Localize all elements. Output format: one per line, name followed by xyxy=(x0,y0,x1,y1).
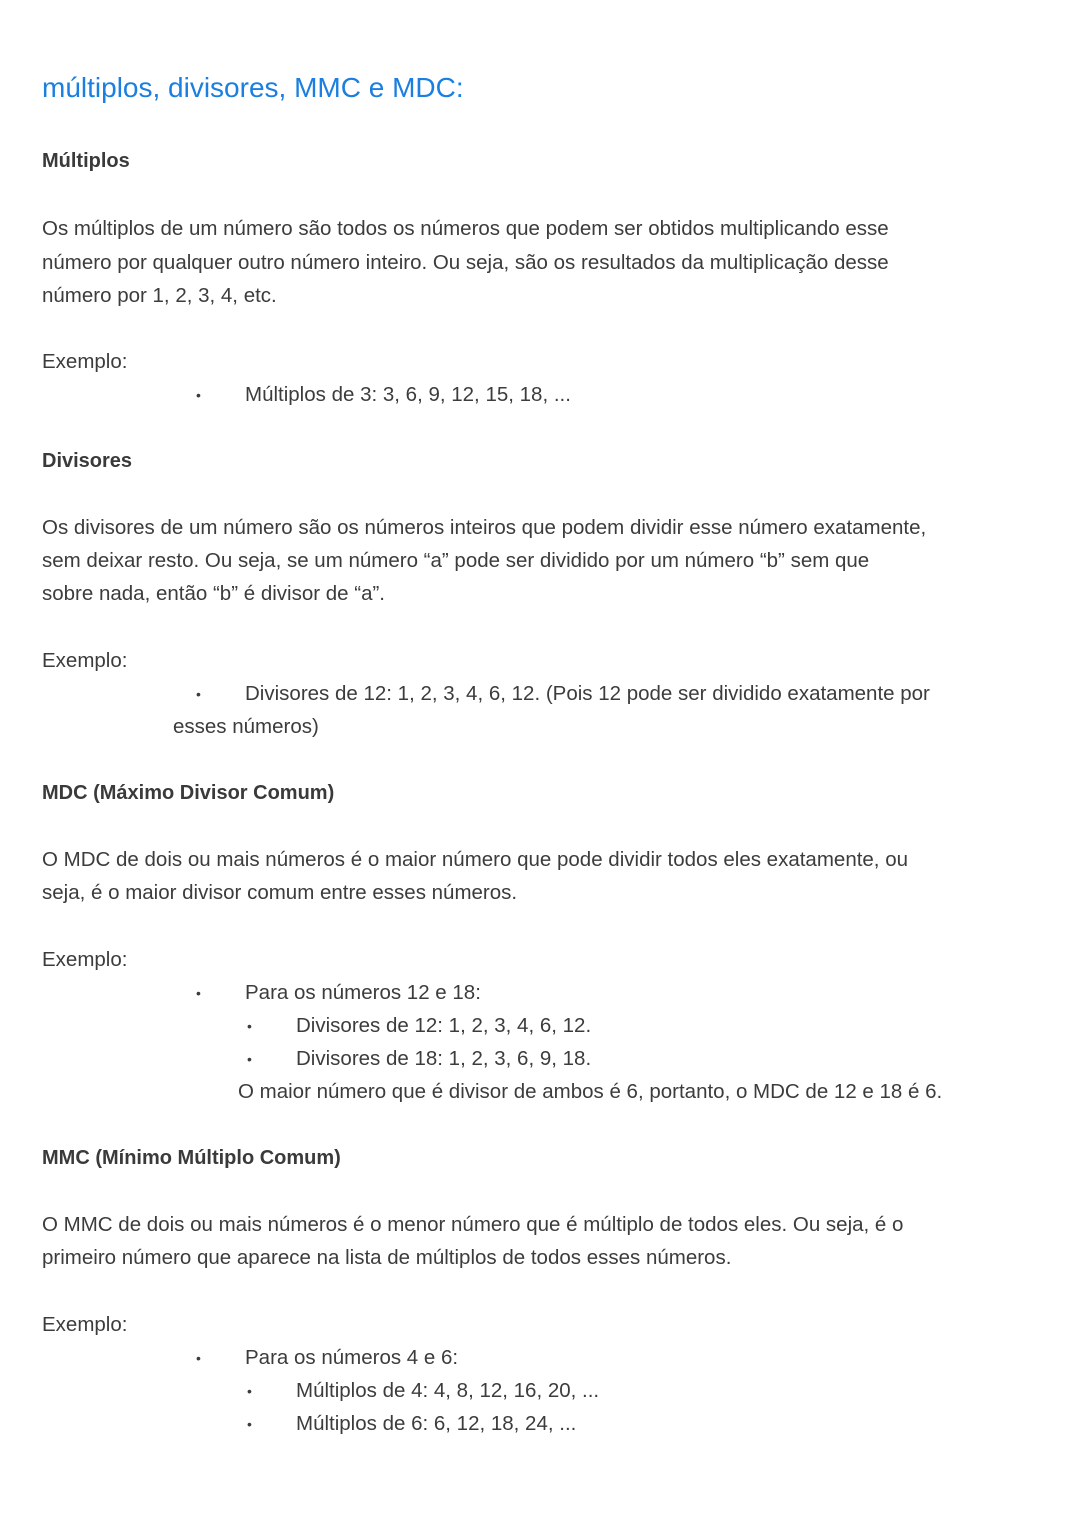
heading-multiplos: Múltiplos xyxy=(42,150,130,172)
paragraph-line: sobre nada, então “b” é divisor de “a”. xyxy=(42,582,385,605)
example-label: Exemplo: xyxy=(42,649,128,672)
bullet-icon: • xyxy=(247,1051,252,1067)
bullet-icon: • xyxy=(196,686,201,702)
bullet-icon: • xyxy=(247,1416,252,1432)
list-item: Múltiplos de 3: 3, 6, 9, 12, 15, 18, ... xyxy=(245,383,571,406)
list-item-continuation: esses números) xyxy=(173,715,319,738)
paragraph-line: O MDC de dois ou mais números é o maior número que pode dividir todos eles exatamente, ou xyxy=(42,848,909,871)
paragraph-line: O MMC de dois ou mais números é o menor número que é múltiplo de todos eles. Ou seja, é o xyxy=(42,1213,904,1236)
page-title: múltiplos, divisores, MMC e MDC: xyxy=(42,72,464,103)
conclusion-text: O maior número que é divisor de ambos é 6, portanto, o MDC de 12 e 18 é 6. xyxy=(238,1080,943,1103)
sub-list-item: Divisores de 12: 1, 2, 3, 4, 6, 12. xyxy=(296,1014,592,1037)
example-label: Exemplo: xyxy=(42,948,128,971)
paragraph-line: número por 1, 2, 3, 4, etc. xyxy=(42,284,277,307)
list-item: Para os números 12 e 18: xyxy=(245,981,481,1004)
paragraph-line: seja, é o maior divisor comum entre esses números. xyxy=(42,881,518,904)
bullet-icon: • xyxy=(247,1018,252,1034)
heading-mmc: MMC (Mínimo Múltiplo Comum) xyxy=(42,1147,341,1169)
list-item: Para os números 4 e 6: xyxy=(245,1346,459,1369)
sub-list-item: Múltiplos de 4: 4, 8, 12, 16, 20, ... xyxy=(296,1379,600,1402)
heading-divisores: Divisores xyxy=(42,450,133,472)
paragraph-line: Os múltiplos de um número são todos os números que podem ser obtidos multiplicando esse xyxy=(42,217,889,240)
paragraph-line: primeiro número que aparece na lista de múltiplos de todos esses números. xyxy=(42,1246,732,1269)
bullet-icon: • xyxy=(196,1350,201,1366)
sub-list-item: Divisores de 18: 1, 2, 3, 6, 9, 18. xyxy=(296,1047,592,1070)
sub-list-item: Múltiplos de 6: 6, 12, 18, 24, ... xyxy=(296,1412,577,1435)
bullet-icon: • xyxy=(196,985,201,1001)
bullet-icon: • xyxy=(196,387,201,403)
paragraph-line: número por qualquer outro número inteiro. Ou seja, são os resultados da multiplicação desse xyxy=(42,251,889,274)
heading-mdc: MDC (Máximo Divisor Comum) xyxy=(42,782,335,804)
paragraph-line: sem deixar resto. Ou seja, se um número “a” pode ser dividido por um número “b” sem que xyxy=(42,549,870,572)
example-label: Exemplo: xyxy=(42,350,128,373)
paragraph-line: Os divisores de um número são os números inteiros que podem dividir esse número exatamente, xyxy=(42,516,927,539)
example-label: Exemplo: xyxy=(42,1313,128,1336)
bullet-icon: • xyxy=(247,1383,252,1399)
list-item: Divisores de 12: 1, 2, 3, 4, 6, 12. (Pois 12 pode ser dividido exatamente por xyxy=(245,682,930,705)
